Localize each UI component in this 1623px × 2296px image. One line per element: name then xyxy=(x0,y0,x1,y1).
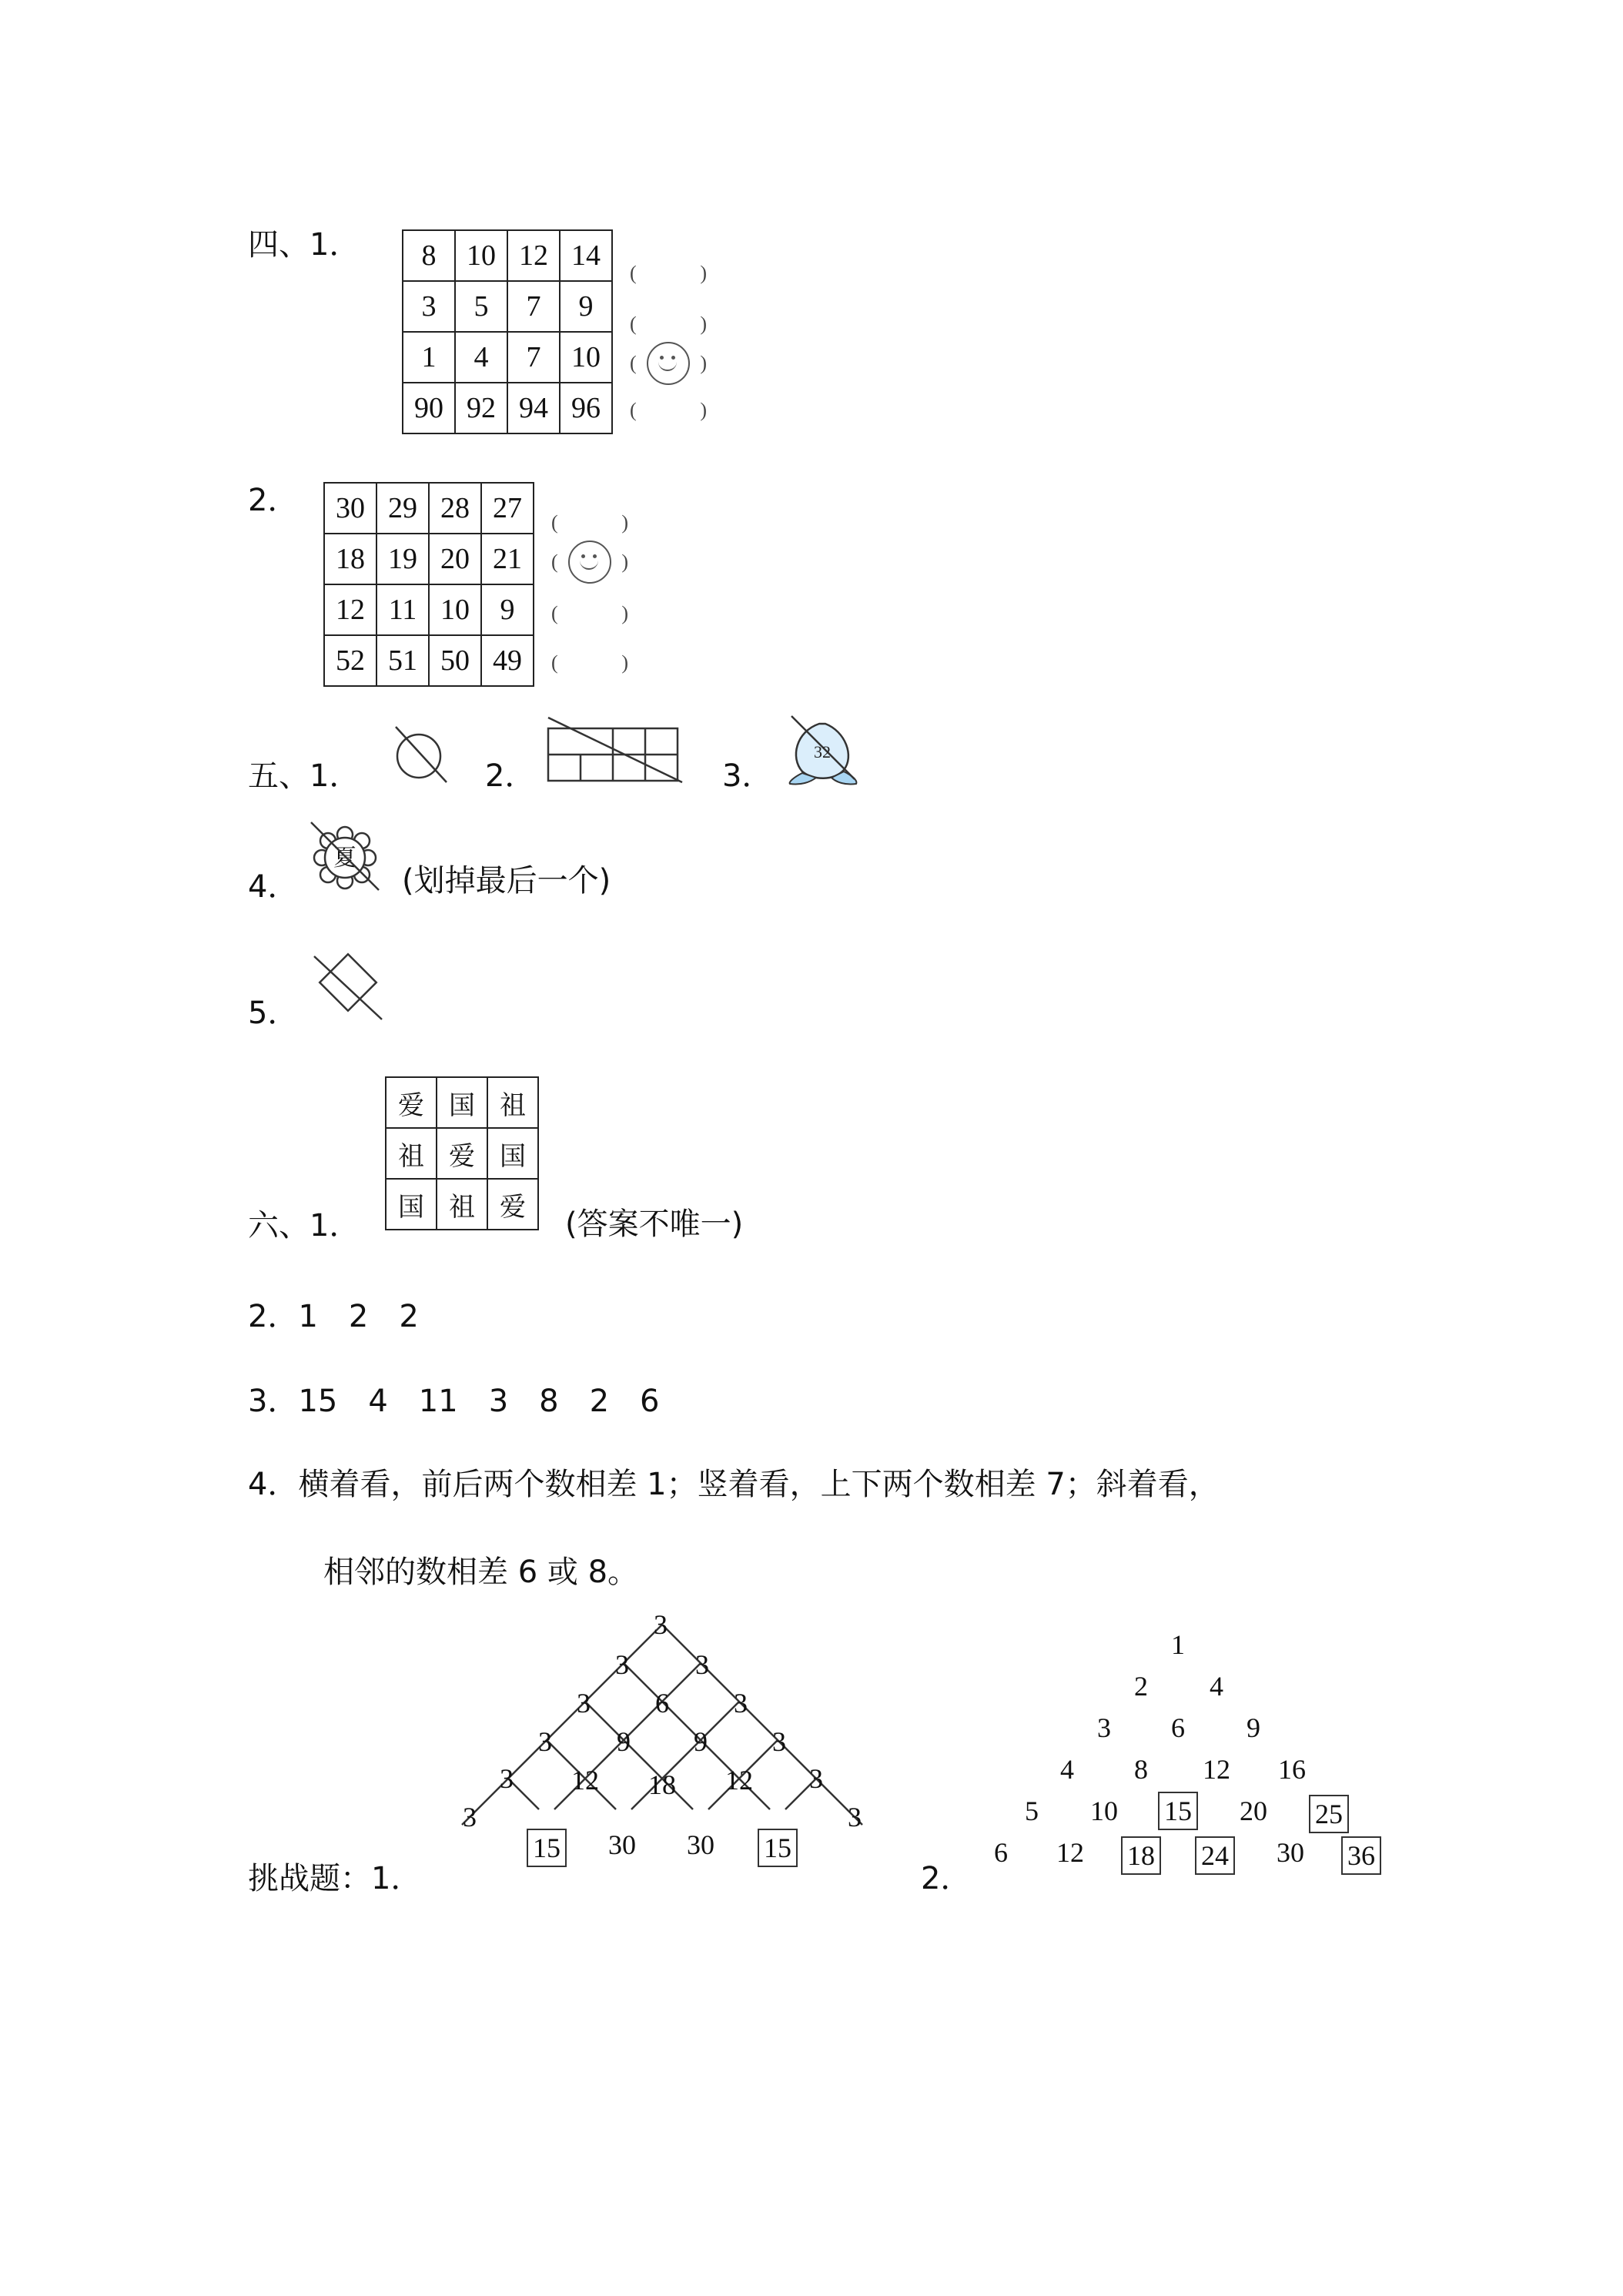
grid-cell: 4 xyxy=(455,332,507,383)
triangle-number: 9 xyxy=(1247,1712,1260,1743)
lattice-number: 9 xyxy=(694,1726,708,1757)
smiley-icon xyxy=(647,342,690,385)
grid-row xyxy=(386,1128,538,1179)
grid-cell: 祖 xyxy=(487,1077,538,1128)
grid-cell: 14 xyxy=(560,230,612,281)
lattice-boxed-number: 15 xyxy=(758,1829,798,1867)
lattice-number: 3 xyxy=(734,1688,748,1719)
grid-cell: 96 xyxy=(560,383,612,433)
grid-row xyxy=(403,230,612,281)
triangle-number: 4 xyxy=(1210,1671,1223,1702)
grid-cell: 祖 xyxy=(437,1179,487,1230)
crossed-flower-figure xyxy=(306,818,383,895)
grid-cell: 7 xyxy=(507,281,560,332)
grid-4-1 xyxy=(402,229,613,434)
lattice-boxed-number: 15 xyxy=(527,1829,567,1867)
triangle-boxed-number: 25 xyxy=(1309,1795,1349,1833)
triangle-number: 16 xyxy=(1278,1754,1306,1785)
triangle-boxed-number: 18 xyxy=(1121,1836,1161,1875)
blank-paren: ( ) xyxy=(630,262,707,284)
challenge-label: 挑战题：1． xyxy=(248,1861,422,1896)
blank-paren: ( ) xyxy=(630,399,707,421)
section6-line4-cont: 相邻的数相差 6 或 8。 xyxy=(323,1555,639,1590)
triangle-number: 2 xyxy=(1134,1671,1148,1702)
triangle-number: 10 xyxy=(1090,1796,1118,1826)
lattice-lines xyxy=(447,1617,878,1894)
section5-item5: 5． xyxy=(248,996,299,1031)
diamond-lattice-figure xyxy=(447,1609,878,1894)
grid-cell: 12 xyxy=(507,230,560,281)
lattice-number: 30 xyxy=(608,1829,636,1860)
triangle-number: 20 xyxy=(1240,1796,1267,1826)
section6-label: 六、1． xyxy=(248,1208,360,1243)
grid-cell: 10 xyxy=(560,332,612,383)
grid-row xyxy=(324,584,534,635)
triangle-number: 4 xyxy=(1060,1754,1074,1785)
grid-cell: 21 xyxy=(481,534,534,584)
lattice-number: 12 xyxy=(571,1765,599,1796)
grid-cell: 10 xyxy=(429,584,481,635)
grid-cell: 11 xyxy=(376,584,429,635)
grid-cell: 爱 xyxy=(386,1077,437,1128)
grid-cell: 30 xyxy=(324,483,376,534)
section5-label: 五、1． xyxy=(248,758,360,794)
grid-cell: 29 xyxy=(376,483,429,534)
number-triangle-figure xyxy=(970,1617,1401,1894)
triangle-number: 6 xyxy=(994,1837,1008,1868)
grid-cell: 27 xyxy=(481,483,534,534)
lattice-number: 6 xyxy=(655,1688,669,1719)
blank-paren: ( ) xyxy=(630,313,707,335)
peach-number: 32 xyxy=(814,742,831,761)
smiley-icon xyxy=(568,541,611,584)
grid-cell: 9 xyxy=(481,584,534,635)
triangle-number: 5 xyxy=(1025,1796,1039,1826)
grid-cell: 19 xyxy=(376,534,429,584)
section5-item3: 3． xyxy=(722,758,773,794)
triangle-number: 6 xyxy=(1171,1712,1185,1743)
grid-cell: 国 xyxy=(386,1179,437,1230)
grid-row xyxy=(386,1077,538,1128)
grid-cell: 94 xyxy=(507,383,560,433)
blank-paren: ( ) xyxy=(551,602,628,624)
grid-4-2 xyxy=(323,482,534,687)
grid-chinese xyxy=(385,1076,539,1230)
grid-row xyxy=(386,1179,538,1230)
grid-row xyxy=(324,483,534,534)
grid-cell: 祖 xyxy=(386,1128,437,1179)
lattice-number: 18 xyxy=(648,1769,676,1800)
blank-paren: ( ) xyxy=(551,651,628,674)
triangle-number: 1 xyxy=(1171,1629,1185,1660)
section6-note: (答案不唯一) xyxy=(565,1207,744,1242)
section5-item4: 4． xyxy=(248,869,299,905)
smiley-paren: ( ) xyxy=(551,542,628,582)
grid-cell: 10 xyxy=(455,230,507,281)
section5-item2: 2． xyxy=(485,758,536,794)
lattice-number: 30 xyxy=(687,1829,714,1860)
lattice-number: 3 xyxy=(577,1688,591,1719)
grid-cell: 51 xyxy=(376,635,429,686)
grid-cell: 爱 xyxy=(487,1179,538,1230)
crossed-diamond-figure xyxy=(306,941,391,1026)
lattice-number: 3 xyxy=(772,1726,786,1757)
grid-cell: 52 xyxy=(324,635,376,686)
section6-line2: 2．1 2 2 xyxy=(248,1299,419,1334)
grid-cell: 8 xyxy=(403,230,455,281)
grid-row xyxy=(403,281,612,332)
grid-cell: 9 xyxy=(560,281,612,332)
section4-label-2: 2． xyxy=(248,483,299,518)
lattice-number: 12 xyxy=(725,1765,753,1796)
lattice-number: 3 xyxy=(615,1649,629,1680)
grid-cell: 92 xyxy=(455,383,507,433)
blank-paren: ( ) xyxy=(551,511,628,534)
grid-cell: 49 xyxy=(481,635,534,686)
section6-line4: 4．横着看，前后两个数相差 1；竖着看，上下两个数相差 7；斜着看， xyxy=(248,1467,1220,1502)
grid-cell: 国 xyxy=(437,1077,487,1128)
triangle-number: 12 xyxy=(1056,1837,1084,1868)
triangle-boxed-number: 24 xyxy=(1195,1836,1235,1875)
crossed-circle-figure xyxy=(391,724,453,785)
triangle-number: 8 xyxy=(1134,1754,1148,1785)
grid-cell: 12 xyxy=(324,584,376,635)
grid-cell: 50 xyxy=(429,635,481,686)
crossed-grid-figure xyxy=(544,715,687,784)
grid-cell: 7 xyxy=(507,332,560,383)
smiley-paren: ( ) xyxy=(630,343,707,383)
triangle-number: 12 xyxy=(1203,1754,1230,1785)
lattice-number: 3 xyxy=(654,1609,668,1640)
grid-cell: 5 xyxy=(455,281,507,332)
grid-row xyxy=(403,383,612,433)
grid-cell: 3 xyxy=(403,281,455,332)
section4-label: 四、1． xyxy=(248,227,360,263)
triangle-boxed-number: 36 xyxy=(1341,1836,1381,1875)
grid-cell: 1 xyxy=(403,332,455,383)
grid-row xyxy=(324,534,534,584)
grid-cell: 爱 xyxy=(437,1128,487,1179)
section6-line3: 3．15 4 11 3 8 2 6 xyxy=(248,1384,660,1419)
grid-cell: 28 xyxy=(429,483,481,534)
lattice-number: 3 xyxy=(848,1802,862,1832)
grid-row xyxy=(324,635,534,686)
section5-item4-note: (划掉最后一个) xyxy=(402,863,611,899)
crossed-peach-figure xyxy=(779,711,864,788)
flower-char: 夏 xyxy=(333,845,356,872)
triangle-boxed-number: 15 xyxy=(1158,1792,1198,1830)
challenge-label-2: 2． xyxy=(921,1861,972,1896)
triangle-number: 3 xyxy=(1097,1712,1111,1743)
lattice-number: 3 xyxy=(500,1763,514,1794)
lattice-number: 3 xyxy=(463,1802,477,1832)
triangle-number: 30 xyxy=(1277,1837,1304,1868)
lattice-number: 9 xyxy=(617,1726,631,1757)
lattice-number: 3 xyxy=(809,1763,823,1794)
grid-row xyxy=(403,332,612,383)
grid-cell: 国 xyxy=(487,1128,538,1179)
lattice-number: 3 xyxy=(538,1726,552,1757)
grid-cell: 90 xyxy=(403,383,455,433)
grid-cell: 18 xyxy=(324,534,376,584)
grid-cell: 20 xyxy=(429,534,481,584)
lattice-number: 3 xyxy=(695,1649,709,1680)
